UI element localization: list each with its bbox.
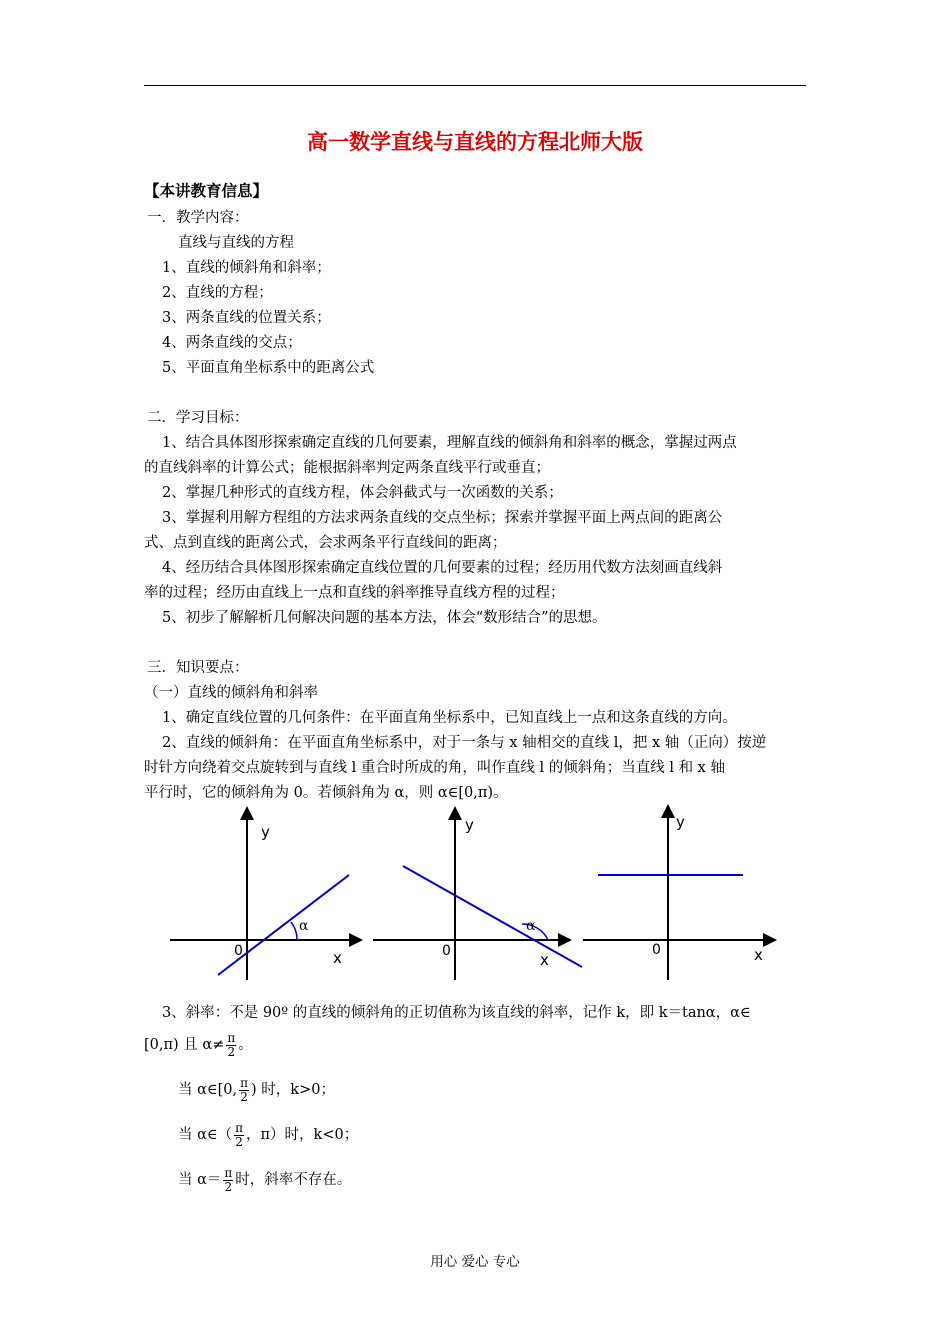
angle-arc [291,922,297,940]
origin-label: 0 [652,942,661,958]
paragraph-line: 率的过程；经历由直线上一点和直线的斜率推导直线方程的过程； [144,585,565,601]
y-label: y [261,823,270,841]
paragraph-line: 5、初步了解解析几何解决问题的基本方法，体会“数形结合”的思想。 [162,610,607,626]
paragraph-line: 时针方向绕着交点旋转到与直线 l 重合时所成的角，叫作直线 l 的倾斜角；当直线 l 和 x 轴 [144,760,725,776]
text-span: [0,π) 且 α≠ [144,1037,225,1053]
inclined-line [403,866,582,967]
paragraph-line: 2、掌握几种形式的直线方程，体会斜截式与一次函数的关系； [162,485,563,501]
text-span: 当 α∈（ [178,1127,233,1143]
part3-sub1: （一）直线的倾斜角和斜率 [144,685,318,701]
frac-num: π [240,1075,249,1090]
y-axis-arrow [240,806,254,820]
section-header: 【本讲教育信息】 [144,182,269,200]
origin-label: 0 [234,943,243,959]
frac-num: π [235,1120,244,1135]
list-item: 4、两条直线的交点； [162,335,302,351]
part2-heading: 二．学习目标： [147,410,249,426]
list-item: 2、直线的方程； [162,285,273,301]
part1-subtitle: 直线与直线的方程 [178,235,294,251]
page-title: 高一数学直线与直线的方程北师大版 [307,130,643,154]
x-axis-arrow [558,933,572,947]
part1-heading: 一．教学内容： [147,210,249,226]
x-label: x [754,946,763,964]
x-label: x [333,949,342,967]
slope-definition: 3、斜率：不是 90º 的直线的倾斜角的正切值称为该直线的斜率，记作 k，即 k＝tanα，α∈ [162,1005,751,1021]
fraction-pi-over-2 [239,1077,249,1104]
inclined-line [218,875,349,975]
text-span: 当 α＝ [178,1172,222,1188]
text-span: 。 [238,1037,253,1053]
x-axis-arrow [763,933,777,947]
list-item: 3、两条直线的位置关系； [162,310,331,326]
paragraph-line: 4、经历结合具体图形探索确定直线位置的几何要素的过程；经历用代数方法刻画直线斜 [162,560,723,576]
y-label: y [676,813,685,831]
y-axis-arrow [448,806,462,820]
slope-case-1 [178,1073,335,1107]
paragraph-line: 3、掌握利用解方程组的方法求两条直线的交点坐标；探索并掌握平面上两点间的距离公 [162,510,723,526]
text-span: ，π）时，k<0； [246,1127,359,1143]
text-span: 当 α∈[0, [178,1082,238,1098]
page-footer: 用心 爱心 专心 [430,1254,520,1270]
slope-case-3 [178,1163,351,1197]
paragraph-line: 1、确定直线位置的几何条件：在平面直角坐标系中，已知直线上一点和这条直线的方向。 [162,710,737,726]
frac-num: π [224,1165,233,1180]
figure-horizontal-line [580,800,785,990]
fraction-pi-over-2 [223,1167,233,1194]
paragraph-line: 的直线斜率的计算公式；能根据斜率判定两条直线平行或垂直； [144,460,550,476]
list-item: 5、平面直角坐标系中的距离公式 [162,360,375,376]
slope-case-2 [178,1118,358,1152]
header-rule [144,85,806,86]
part3-heading: 三．知识要点： [147,660,249,676]
text-span: 时，斜率不存在。 [235,1172,352,1188]
y-axis-arrow [661,804,675,818]
paragraph-line: 平行时，它的倾斜角为 0。若倾斜角为 α，则 α∈[0,π)。 [144,785,508,801]
slope-condition [144,1028,253,1062]
frac-num: π [227,1030,236,1045]
x-axis-arrow [349,933,363,947]
alpha-label: α [299,918,309,934]
fraction-pi-over-2 [234,1122,244,1149]
frac-den: 2 [224,1179,233,1194]
y-label: y [465,816,474,834]
paragraph-line: 式、点到直线的距离公式，会求两条平行直线间的距离； [144,535,507,551]
paragraph-line: 1、结合具体图形探索确定直线的几何要素，理解直线的倾斜角和斜率的概念，掌握过两点 [162,435,737,451]
x-label: x [540,951,549,969]
list-item: 1、直线的倾斜角和斜率； [162,260,331,276]
alpha-label: α [526,918,536,934]
figure-negative-slope [370,800,585,990]
frac-den: 2 [227,1044,236,1059]
fraction-pi-over-2 [226,1032,236,1059]
frac-den: 2 [235,1134,243,1149]
paragraph-line: 2、直线的倾斜角：在平面直角坐标系中，对于一条与 x 轴相交的直线 l，把 x 轴（正向）按逆 [162,735,767,751]
text-span: ) 时，k>0； [251,1082,335,1098]
origin-label: 0 [442,943,451,959]
figure-positive-slope [165,800,375,990]
frac-den: 2 [240,1089,248,1104]
